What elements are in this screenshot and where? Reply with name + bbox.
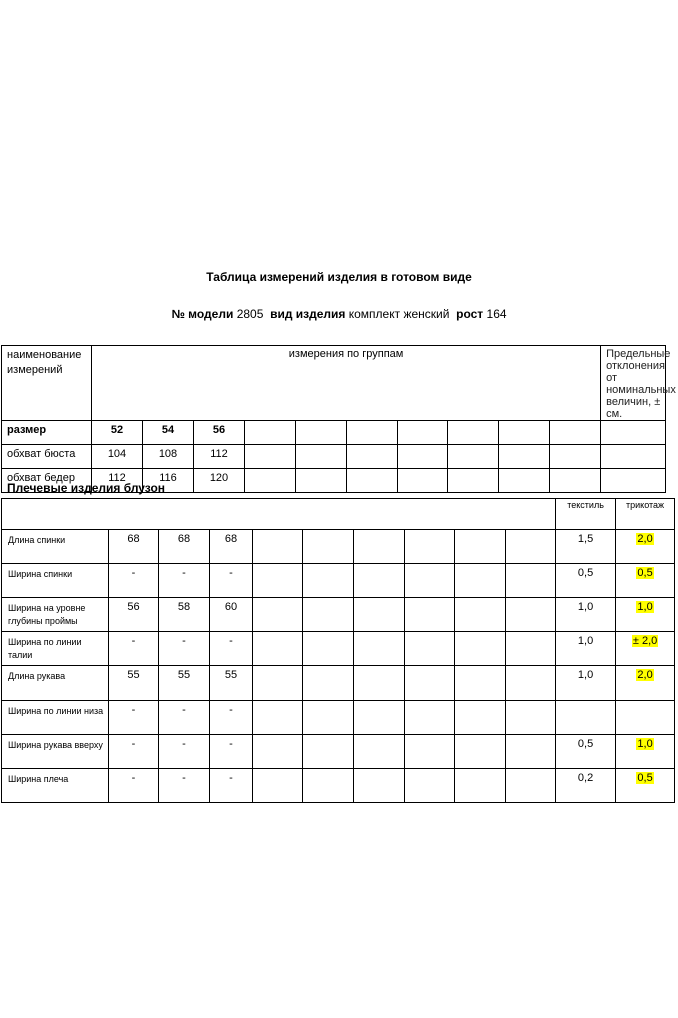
cell-value: [159, 564, 210, 598]
empty-cell: [405, 530, 455, 564]
knit-tolerance-text: 0,5: [637, 772, 653, 784]
cell-value: [109, 632, 159, 666]
knit-tolerance: [616, 632, 675, 666]
textile-tolerance: [556, 530, 616, 564]
cell-value: [109, 598, 159, 632]
cell-value-text: 55: [127, 669, 140, 681]
empty-cell: [303, 564, 354, 598]
size-54: 54: [143, 421, 194, 445]
knit-tolerance: [616, 666, 675, 701]
cell-value: [210, 564, 253, 598]
table-row: [2, 530, 675, 564]
cell-value-text: 68: [127, 533, 140, 545]
knit-header: трикотаж: [616, 499, 675, 530]
size-52: 52: [92, 421, 143, 445]
row-label: обхват бюста: [2, 445, 92, 469]
groups-header: измерения по группам: [92, 346, 601, 421]
cell-value: [210, 666, 253, 701]
knit-tolerance: [616, 701, 675, 735]
textile-tolerance: [556, 666, 616, 701]
textile-tolerance: [556, 632, 616, 666]
empty-cell: [405, 701, 455, 735]
cell-value-text: -: [229, 635, 233, 647]
row-label: [2, 701, 109, 735]
table-row: [2, 735, 675, 769]
height-value: 164: [486, 307, 507, 321]
empty-cell: [405, 598, 455, 632]
cell-value: 112: [92, 469, 143, 493]
empty-cell: [455, 769, 506, 803]
cell-value-text: -: [131, 635, 136, 647]
knit-tolerance-text: ± 2,0: [632, 635, 658, 647]
row-label-text: Ширина по линии низа: [8, 706, 104, 716]
empty-cell: [455, 632, 506, 666]
empty-cell: [405, 769, 455, 803]
empty-cell: [405, 735, 455, 769]
knit-tolerance-text: 0,5: [637, 567, 653, 579]
row-label-text: Ширина по линии талии: [8, 637, 82, 660]
row-label: [2, 769, 109, 803]
document-title: Таблица измерений изделия в готовом виде: [206, 270, 472, 284]
cell-value-text: 55: [177, 669, 191, 681]
cell-value-text: -: [229, 567, 233, 579]
cell-value-text: -: [229, 704, 233, 716]
row-label-text: Длина рукава: [8, 671, 66, 681]
empty-cell: [405, 666, 455, 701]
empty-cell: [506, 632, 556, 666]
empty-cell: [506, 564, 556, 598]
empty-cell: [253, 769, 303, 803]
textile-tolerance-text: 1,0: [577, 635, 594, 647]
size-table: [1, 345, 676, 493]
height-label: рост: [456, 307, 484, 321]
empty-cell: [354, 701, 405, 735]
empty-cell: [506, 701, 556, 735]
cell-value: [210, 769, 253, 803]
measure-name-header: наименование измерений: [2, 346, 92, 421]
model-line: [0, 307, 678, 321]
empty-cell: [506, 769, 556, 803]
row-label-text: Ширина рукава вверху: [8, 740, 103, 750]
empty-cell: [303, 530, 354, 564]
empty-cell: [455, 598, 506, 632]
empty-cell: [354, 598, 405, 632]
knit-tolerance-text: 2,0: [637, 533, 653, 545]
knit-tolerance-text: 1,0: [637, 601, 653, 613]
table-row: [2, 598, 675, 632]
cell-value: 120: [194, 469, 245, 493]
empty-cell: [253, 701, 303, 735]
model-number: 2805: [236, 307, 264, 321]
empty-cell: [253, 666, 303, 701]
size-label: размер: [2, 421, 92, 445]
textile-tolerance-text: 0,5: [577, 567, 594, 579]
cell-value-text: -: [131, 738, 136, 750]
cell-value: [210, 530, 253, 564]
cell-value: [109, 564, 159, 598]
cell-value-text: -: [182, 567, 186, 579]
cell-value-text: -: [131, 772, 136, 784]
empty-cell: [253, 735, 303, 769]
cell-value-text: 58: [177, 601, 191, 613]
empty-cell: [354, 564, 405, 598]
empty-cell: [303, 632, 354, 666]
cell-value-text: -: [182, 635, 186, 647]
empty-cell: [354, 530, 405, 564]
table-row: [2, 701, 675, 735]
cell-value: [159, 598, 210, 632]
textile-tolerance-text: 1,0: [577, 601, 594, 613]
textile-tolerance-text: 0,2: [577, 772, 594, 784]
table-row: [2, 445, 666, 469]
cell-value-text: -: [131, 567, 136, 579]
table-row: [2, 769, 675, 803]
textile-tolerance: [556, 735, 616, 769]
measurement-table: [1, 498, 675, 803]
cell-value: [210, 598, 253, 632]
cell-value: [159, 769, 210, 803]
empty-cell: [506, 598, 556, 632]
model-label: № модели: [171, 307, 234, 321]
empty-cell: [405, 564, 455, 598]
row-label-text: Ширина плеча: [8, 774, 69, 784]
empty-cell: [455, 735, 506, 769]
textile-tolerance: [556, 701, 616, 735]
product-type: комплект женский: [348, 307, 450, 321]
row-label: [2, 735, 109, 769]
empty-cell: [303, 735, 354, 769]
table-row: [2, 564, 675, 598]
cell-value-text: -: [182, 738, 186, 750]
row-label: [2, 666, 109, 701]
row-label: [2, 564, 109, 598]
cell-value: [109, 769, 159, 803]
cell-value: [159, 735, 210, 769]
textile-tolerance-text: 0,5: [577, 738, 594, 750]
cell-value-text: 60: [224, 601, 238, 613]
cell-value-text: -: [229, 738, 233, 750]
empty-cell: [253, 564, 303, 598]
cell-value-text: -: [182, 704, 186, 716]
empty-cell: [303, 666, 354, 701]
cell-value-text: -: [229, 772, 233, 784]
cell-value: 108: [143, 445, 194, 469]
section-title: Плечевые изделия блузон: [7, 481, 166, 495]
cell-value: [109, 666, 159, 701]
empty-cell: [303, 598, 354, 632]
empty-cell: [455, 701, 506, 735]
table-row: [2, 666, 675, 701]
empty-cell: [455, 564, 506, 598]
knit-tolerance: [616, 769, 675, 803]
empty-cell: [253, 530, 303, 564]
empty-cell: [506, 666, 556, 701]
row-label-text: Ширина на уровне глубины проймы: [8, 603, 86, 626]
cell-value: [109, 701, 159, 735]
row-label-text: Длина спинки: [8, 535, 66, 545]
textile-tolerance: [556, 769, 616, 803]
textile-tolerance-text: 1,5: [577, 533, 594, 545]
cell-value: 116: [143, 469, 194, 493]
empty-cell: [354, 632, 405, 666]
empty-cell: [354, 666, 405, 701]
size-56: 56: [194, 421, 245, 445]
cell-value: [210, 735, 253, 769]
knit-tolerance-text: 1,0: [637, 738, 653, 750]
type-label: вид изделия: [270, 307, 346, 321]
table-row: [2, 632, 675, 666]
textile-tolerance-text: 1,0: [577, 669, 594, 681]
cell-value-text: -: [182, 772, 186, 784]
knit-tolerance: [616, 598, 675, 632]
cell-value-text: 68: [224, 533, 238, 545]
textile-header: текстиль: [556, 499, 616, 530]
cell-value-text: 55: [224, 669, 238, 681]
knit-tolerance: [616, 530, 675, 564]
empty-cell: [405, 632, 455, 666]
row-label: [2, 530, 109, 564]
cell-value: [159, 701, 210, 735]
row-label: [2, 632, 109, 666]
knit-tolerance-text: 2,0: [637, 669, 653, 681]
empty-cell: [455, 530, 506, 564]
cell-value: 104: [92, 445, 143, 469]
empty-cell: [354, 769, 405, 803]
knit-tolerance: [616, 735, 675, 769]
tolerance-header: Предельные отклонения от номинальных величин, ± см.: [601, 346, 666, 421]
row-label: обхват бедер: [2, 469, 92, 493]
empty-cell: [455, 666, 506, 701]
empty-cell: [303, 769, 354, 803]
empty-cell: [354, 735, 405, 769]
empty-cell: [506, 735, 556, 769]
knit-tolerance: [616, 564, 675, 598]
empty-cell: [303, 701, 354, 735]
row-label: [2, 598, 109, 632]
cell-value: 112: [194, 445, 245, 469]
cell-value: [109, 530, 159, 564]
cell-value-text: 56: [127, 601, 140, 613]
cell-value: [159, 666, 210, 701]
cell-value-text: -: [131, 704, 136, 716]
cell-value: [109, 735, 159, 769]
row-label-text: Ширина спинки: [8, 569, 73, 579]
cell-value: [159, 530, 210, 564]
cell-value: [159, 632, 210, 666]
empty-cell: [253, 632, 303, 666]
textile-tolerance: [556, 564, 616, 598]
cell-value: [210, 701, 253, 735]
empty-cell: [506, 530, 556, 564]
textile-tolerance: [556, 598, 616, 632]
cell-value: [210, 632, 253, 666]
cell-value-text: 68: [177, 533, 191, 545]
empty-cell: [253, 598, 303, 632]
